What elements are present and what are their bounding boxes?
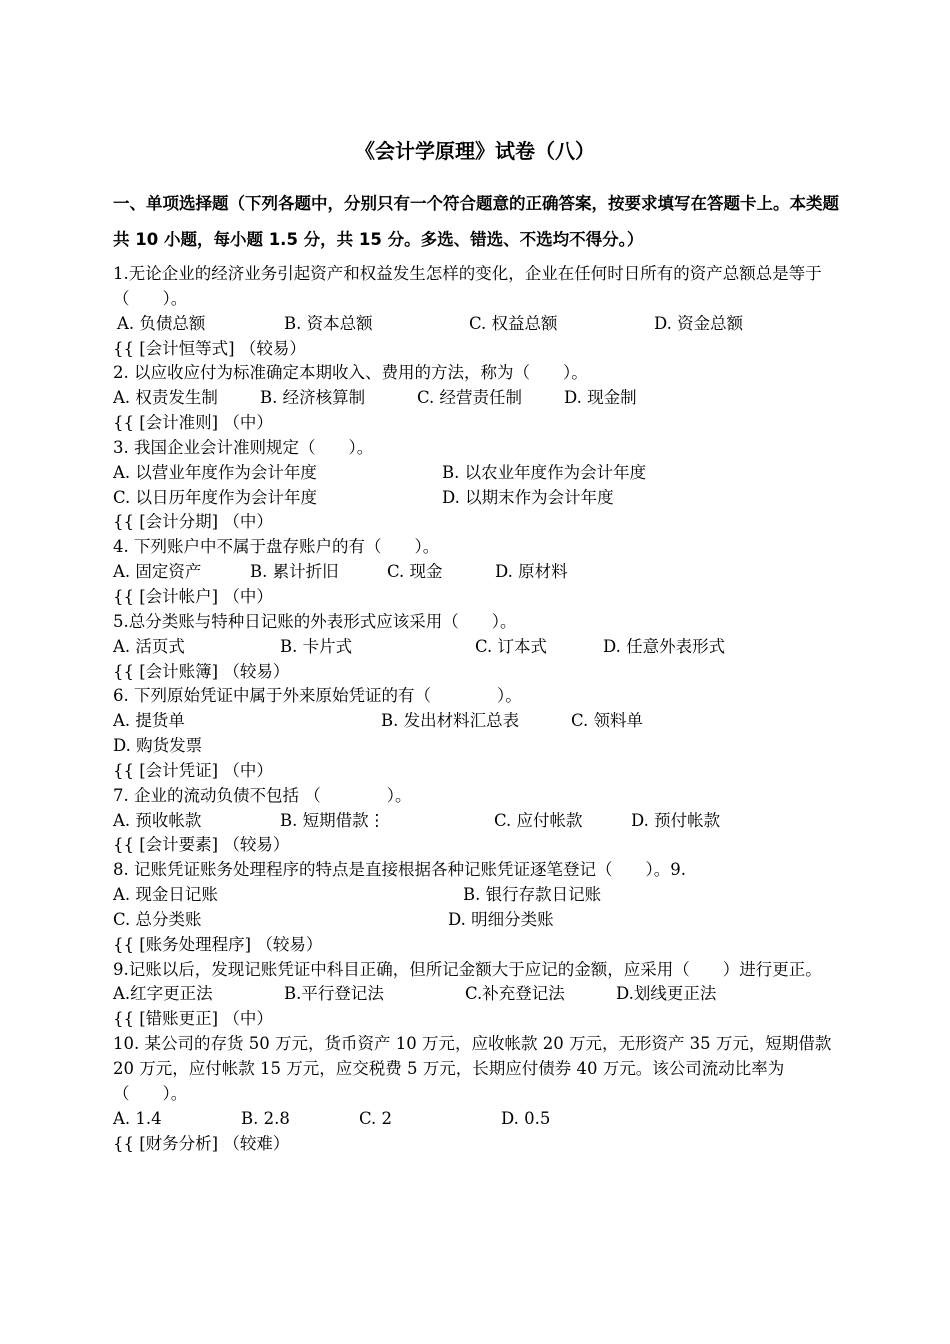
option-a: A. 固定资产 [113,562,202,582]
option-b: B. 2.8 [241,1108,290,1128]
option-a: A. 1.4 [113,1108,162,1128]
option-c: C. 经营责任制 [417,388,523,408]
option-row [113,883,843,908]
option-row [113,635,843,660]
question-tag: {{ [会计分期] （中） [113,512,273,532]
question-stem: 8. 记账凭证账务处理程序的特点是直接根据各种记账凭证逐笔登记（ ）。9. [113,860,686,880]
option-a: A. 以营业年度作为会计年度 [113,462,317,482]
option-b: B. 卡片式 [280,636,353,656]
option-row [113,908,843,933]
option-row [113,461,843,486]
option-row [113,312,843,337]
option-d: D. 预付帐款 [631,810,721,830]
question-stem: 1.无论企业的经济业务引起资产和权益发生怎样的变化，企业在任何时日所有的资产总额总是等于 （ ）。 [113,264,822,308]
option-c: C. 应付帐款 [494,810,583,830]
option-d: D. 明细分类账 [448,909,554,929]
option-c: C. 权益总额 [469,313,558,333]
option-b: B. 资本总额 [284,313,373,333]
question-tag: {{ [会计恒等式] （较易） [113,338,306,358]
question-4 [113,535,843,610]
option-row [113,709,843,734]
option-d: D. 以期末作为会计年度 [442,487,614,507]
question-stem: 6. 下列原始凭证中属于外来原始凭证的有（ ）。 [113,686,522,706]
section-heading: 一、单项选择题（下列各题中，分别只有一个符合题意的正确答案，按要求填写在答题卡上。本类题共 10 小题，每小题 1.5 分，共 15 分。多选、错选、不选均不得分。） [113,194,839,249]
option-b: B. 银行存款日记账 [463,885,602,905]
question-1 [113,262,843,361]
option-d: D.划线更正法 [616,984,717,1004]
question-tag: {{ [会计要素] （较易） [113,835,290,855]
question-tag: {{ [账务处理程序] （较易） [113,934,323,954]
option-b: B. 短期借款⋮ [280,810,386,830]
option-d: D. 购货发票 [113,736,203,756]
option-a: A. 预收帐款 [113,810,202,830]
question-9 [113,958,843,1033]
option-c: C. 总分类账 [113,909,202,929]
question-8 [113,858,843,957]
option-a: A. 现金日记账 [113,885,218,905]
option-c: C. 领料单 [571,711,644,731]
option-row [113,982,843,1007]
option-row [113,809,843,834]
question-tag: {{ [会计准则] （中） [113,413,273,433]
option-row [113,560,843,585]
option-b: B.平行登记法 [284,984,384,1004]
option-c: C.补充登记法 [465,984,565,1004]
question-stem: 4. 下列账户中不属于盘存账户的有（ ）。 [113,537,440,557]
option-a: A.红字更正法 [113,984,213,1004]
option-b: B. 累计折旧 [250,562,339,582]
question-stem: 2. 以应收应付为标准确定本期收入、费用的方法，称为（ ）。 [113,363,588,383]
question-2 [113,361,843,436]
option-b: B. 以农业年度作为会计年度 [442,462,647,482]
question-tag: {{ [会计账簿] （较易） [113,661,290,681]
option-d: D. 0.5 [501,1108,551,1128]
option-row [113,1107,843,1132]
question-tag: {{ [错账更正] （中） [113,1009,273,1029]
option-b: B. 发出材料汇总表 [381,711,520,731]
question-tag: {{ [会计凭证] （中） [113,760,273,780]
question-10 [113,1032,843,1156]
question-tag: {{ [会计帐户] （中） [113,586,273,606]
question-tag: {{ [财务分析] （较难） [113,1133,290,1153]
option-row [113,386,843,411]
option-c: C. 现金 [387,562,443,582]
option-d: D. 任意外表形式 [603,636,726,656]
option-c: C. 订本式 [475,636,548,656]
question-stem: 3. 我国企业会计准则规定（ ）。 [113,437,374,457]
option-d: D. 现金制 [564,388,637,408]
option-d: D. 资金总额 [654,313,744,333]
option-c: C. 以日历年度作为会计年度 [113,487,318,507]
question-stem: 5.总分类账与特种日记账的外表形式应该采用（ ）。 [113,611,517,631]
question-stem: 7. 企业的流动负债不包括 （ ）。 [113,785,412,805]
question-list [113,262,843,1156]
question-stem: 10. 某公司的存货 50 万元，货币资产 10 万元，应收帐款 20 万元，无形资产 35 万元，短期借款 20 万元，应付帐款 15 万元，应交税费 5 万元，长期应付债券 40 万元。该公司流动比率为 （ ）。 [113,1034,832,1103]
option-d: D. 原材料 [495,562,568,582]
option-a: A. 权责发生制 [113,388,218,408]
question-6 [113,684,843,783]
option-a: A. 负债总额 [117,313,206,333]
option-a: A. 提货单 [113,711,185,731]
question-stem: 9.记账以后，发现记账凭证中科目正确，但所记金额大于应记的金额，应采用（ ）进行更正。 [113,959,822,979]
option-row [113,486,843,511]
option-c: C. 2 [359,1108,393,1128]
question-3 [113,436,843,535]
question-7 [113,784,843,859]
option-b: B. 经济核算制 [260,388,366,408]
question-5 [113,610,843,685]
option-a: A. 活页式 [113,636,185,656]
exam-title: 《会计学原理》试卷（八） [355,139,595,163]
